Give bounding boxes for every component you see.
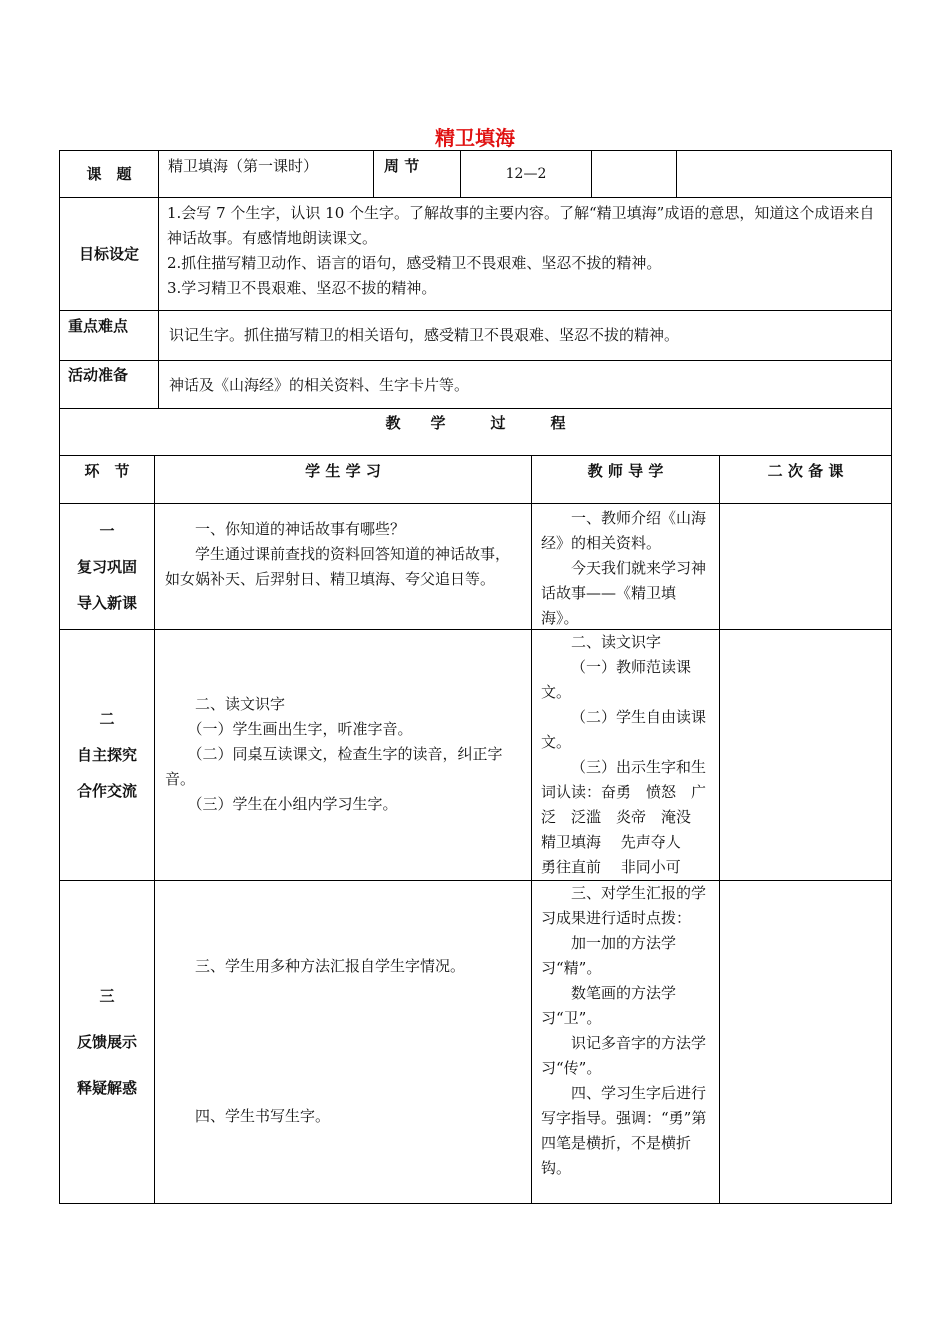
revision-cell-1 — [719, 503, 892, 630]
teacher-text: 三、对学生汇报的学习成果进行适时点拨： — [541, 884, 707, 927]
preparation-text: 神话及《山海经》的相关资料、生字卡片等。 — [158, 360, 892, 409]
header-empty-cell-1 — [591, 150, 677, 198]
student-text: 学生通过课前查找的资料回答知道的神话故事，如女娲补天、后羿射日、精卫填海、夸父追日等。 — [165, 545, 511, 588]
stage-title-line-2: 导入新课 — [76, 593, 137, 612]
header-empty-cell-2 — [676, 150, 892, 198]
student-text: 二、读文识字 — [195, 695, 286, 713]
column-header-revision: 二 次 备 课 — [719, 455, 892, 504]
key-points-label: 重点难点 — [59, 310, 159, 361]
student-text: （一）学生画出生字，听准字音。 — [187, 720, 413, 738]
key-points-text: 识记生字。抓住描写精卫的相关语句，感受精卫不畏艰难、坚忍不拔的精神。 — [158, 310, 892, 361]
week-value: 12—2 — [460, 150, 592, 198]
document-title: 精卫填海 — [435, 126, 515, 150]
teacher-text: 加一加的方法学习“精”。 — [541, 934, 677, 977]
revision-cell-2 — [719, 629, 892, 881]
teacher-text: 数笔画的方法学习“卫”。 — [541, 984, 677, 1027]
teacher-text: （三）出示生字和生词认读：奋勇 愤怒 广泛 泛滥 炎帝 淹没 精卫填海 先声夺人 勇往直前 非同小可 — [541, 758, 707, 876]
goal-line-2: 2.抓住描写精卫动作、语言的语句，感受精卫不畏艰难、坚忍不拔的精神。 — [167, 254, 662, 272]
stage-title-line-1: 自主探究 — [76, 746, 137, 764]
teacher-text: 今天我们就来学习神话故事——《精卫填海》。 — [541, 559, 707, 627]
student-text: 三、学生用多种方法汇报自学生字情况。 — [195, 957, 466, 975]
stage-number: 二 — [99, 710, 115, 728]
teacher-cell-3 — [531, 880, 720, 1204]
stage-cell-3 — [59, 880, 155, 1204]
column-header-stage: 环 节 — [59, 455, 155, 504]
stage-cell-2 — [59, 629, 155, 881]
stage-title-line-1: 反馈展示 — [76, 1033, 137, 1051]
teacher-cell-1 — [531, 503, 720, 630]
revision-cell-3 — [719, 880, 892, 1204]
teacher-text: 二、读文识字 — [571, 633, 662, 651]
stage-title-line-1: 复习巩固 — [76, 557, 137, 576]
column-header-teacher: 教 师 导 学 — [531, 455, 720, 504]
stage-title-line-2: 合作交流 — [76, 782, 137, 800]
student-text: （二）同桌互读课文，检查生字的读音，纠正字音。 — [165, 745, 503, 788]
student-cell-1 — [154, 503, 532, 630]
student-text: 四、学生书写生字。 — [195, 1107, 331, 1125]
student-cell-2 — [154, 629, 532, 881]
teacher-text: 识记多音字的方法学习“传”。 — [541, 1034, 707, 1077]
teacher-text: 四、学习生字后进行写字指导。强调：“勇”第四笔是横折，不是横折钩。 — [541, 1084, 707, 1177]
week-label: 周 节 — [373, 150, 461, 198]
process-heading: 教 学 过 程 — [59, 408, 892, 456]
stage-number: 一 — [99, 521, 115, 540]
column-header-student: 学 生 学 习 — [154, 455, 532, 504]
student-cell-3 — [154, 880, 532, 1204]
teacher-cell-2 — [531, 629, 720, 881]
teacher-text: （一）教师范读课文。 — [541, 658, 692, 701]
stage-cell-1 — [59, 503, 155, 630]
stage-title-line-2: 释疑解惑 — [76, 1079, 137, 1097]
teacher-text: 一、教师介绍《山海经》的相关资料。 — [541, 509, 707, 552]
goal-line-3: 3.学习精卫不畏艰难、坚忍不拔的精神。 — [167, 279, 437, 297]
goals-content — [158, 197, 892, 311]
subject-label: 课 题 — [59, 150, 159, 198]
teacher-text: （二）学生自由读课文。 — [541, 708, 707, 751]
student-text: 一、你知道的神话故事有哪些？ — [195, 520, 406, 538]
student-text: （三）学生在小组内学习生字。 — [187, 795, 398, 813]
subject-value: 精卫填海（第一课时） — [158, 150, 374, 198]
stage-number: 三 — [99, 987, 115, 1005]
goal-line-1: 1.会写 7 个生字，认识 10 个生字。了解故事的主要内容。了解“精卫填海”成语的意思，知道这个成语来自神话故事。有感情地朗读课文。 — [167, 204, 875, 247]
goals-label: 目标设定 — [59, 197, 159, 311]
preparation-label: 活动准备 — [59, 360, 159, 409]
